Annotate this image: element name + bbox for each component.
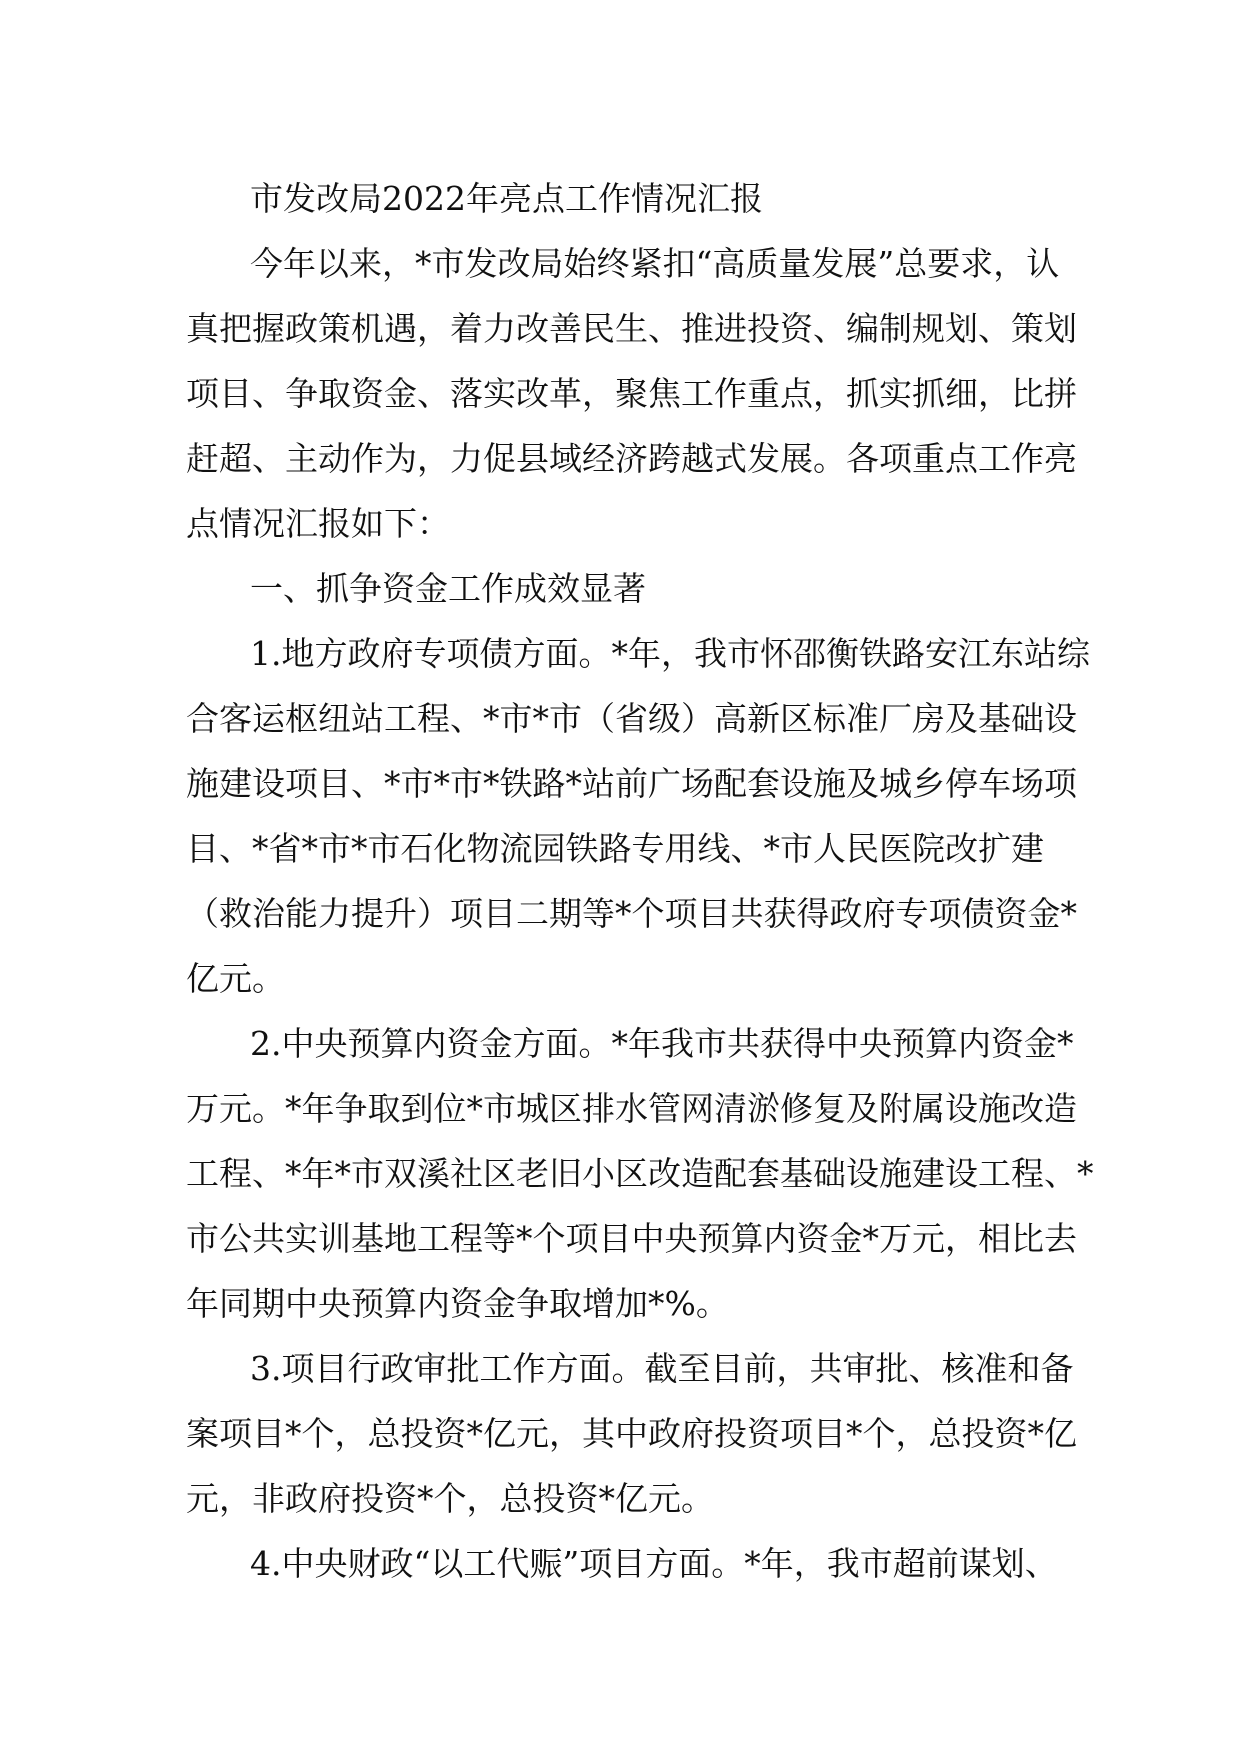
item-2-paragraph-line: 2.中央预算内资金方面。*年我市共获得中央预算内资金* (250, 1024, 1074, 1063)
item-2-paragraph-line: 年同期中央预算内资金争取增加*%。 (186, 1284, 729, 1323)
item-3-paragraph-line: 3.项目行政审批工作方面。截至目前，共审批、核准和备 (250, 1349, 1074, 1388)
intro-paragraph-line: 赶超、主动作为，力促县域经济跨越式发展。各项重点工作亮 (186, 439, 1077, 478)
section-heading-line: 一、抓争资金工作成效显著 (250, 569, 646, 608)
item-1-paragraph-line: 合客运枢纽站工程、*市*市（省级）高新区标准厂房及基础设 (186, 699, 1077, 738)
item-2-paragraph-line: 万元。*年争取到位*市城区排水管网清淤修复及附属设施改造 (186, 1089, 1077, 1128)
item-1-paragraph-line: 施建设项目、*市*市*铁路*站前广场配套设施及城乡停车场项 (186, 764, 1077, 803)
item-2-paragraph-line: 工程、*年*市双溪社区老旧小区改造配套基础设施建设工程、* (186, 1154, 1094, 1193)
item-3-paragraph-line: 元，非政府投资*个，总投资*亿元。 (186, 1479, 714, 1518)
item-3-paragraph-line: 案项目*个，总投资*亿元，其中政府投资项目*个，总投资*亿 (186, 1414, 1077, 1453)
document-body (186, 166, 1094, 1596)
item-4-paragraph-line: 4.中央财政“以工代赈”项目方面。*年，我市超前谋划、 (250, 1544, 1058, 1583)
item-2-paragraph-line: 市公共实训基地工程等*个项目中央预算内资金*万元，相比去 (186, 1219, 1077, 1258)
intro-paragraph-line: 真把握政策机遇，着力改善民生、推进投资、编制规划、策划 (186, 309, 1077, 348)
doc-title-line: 市发改局2022年亮点工作情况汇报 (250, 179, 763, 218)
intro-paragraph-line: 点情况汇报如下： (186, 504, 450, 543)
intro-paragraph-line: 今年以来，*市发改局始终紧扣“高质量发展”总要求，认 (250, 244, 1060, 283)
item-1-paragraph-line: 亿元。 (186, 959, 285, 998)
item-1-paragraph-line: 1.地方政府专项债方面。*年，我市怀邵衡铁路安江东站综 (250, 634, 1090, 673)
item-1-paragraph-line: （救治能力提升）项目二期等*个项目共获得政府专项债资金* (186, 894, 1077, 933)
intro-paragraph-line: 项目、争取资金、落实改革，聚焦工作重点，抓实抓细，比拼 (186, 374, 1077, 413)
item-1-paragraph-line: 目、*省*市*市石化物流园铁路专用线、*市人民医院改扩建 (186, 829, 1044, 868)
